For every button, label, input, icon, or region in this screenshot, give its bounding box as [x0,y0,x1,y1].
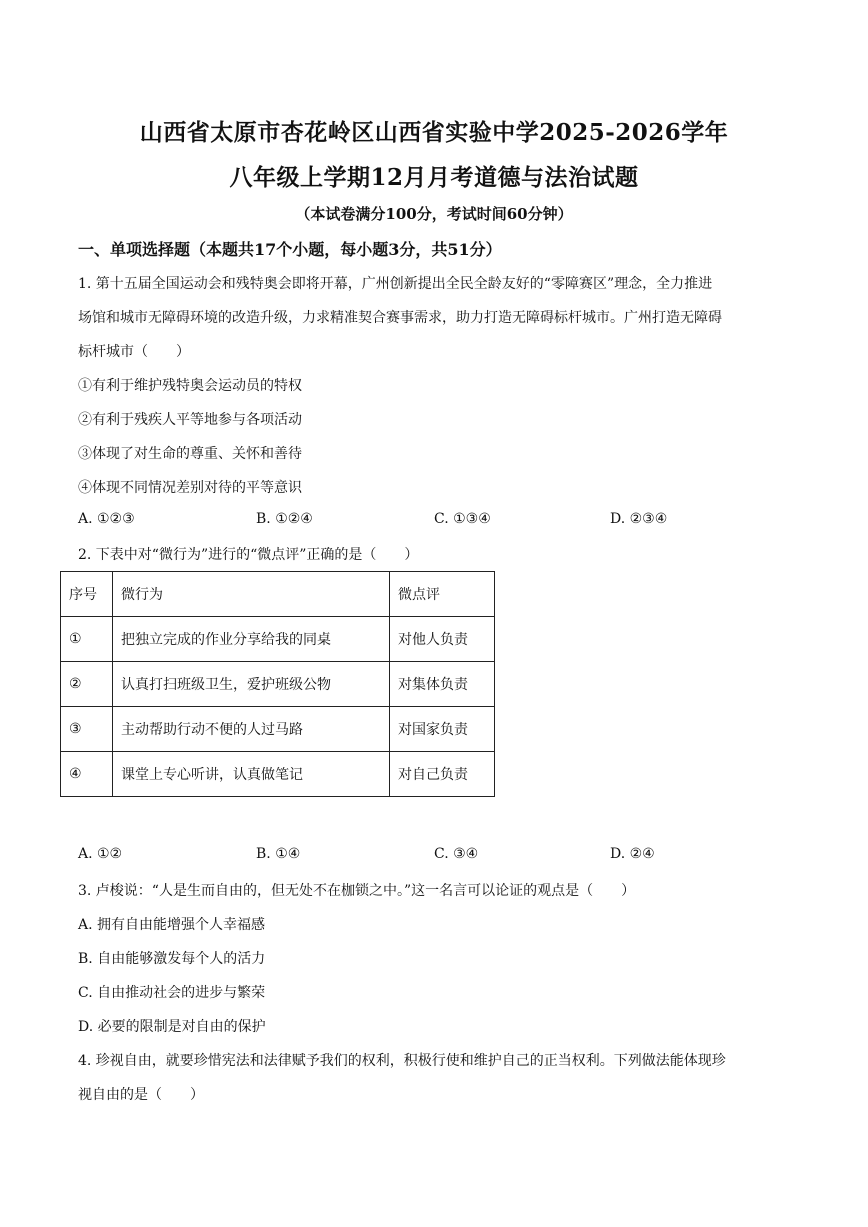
q1-item-4: ④体现不同情况差别对待的平等意识 [78,480,302,496]
q2-option-b: B. ①④ [256,846,301,862]
q1-item-2: ②有利于残疾人平等地参与各项活动 [78,412,302,428]
q1-option-c: C. ①③④ [434,511,491,527]
table-cell: 对国家负责 [390,707,495,752]
q4-stem-line1: 4. 珍视自由，就要珍惜宪法和法律赋予我们的权利，积极行使和维护自己的正当权利。下列做法能体现珍 [78,1053,726,1069]
table-cell: 认真打扫班级卫生，爱护班级公物 [113,662,390,707]
q3-option-d: D. 必要的限制是对自由的保护 [78,1019,266,1035]
q2-table [60,571,495,797]
table-cell: ① [61,617,113,662]
q3-option-a: A. 拥有自由能增强个人幸福感 [78,917,266,933]
q1-stem-line1: 1. 第十五届全国运动会和残特奥会即将开幕，广州创新提出全民全龄友好的“零障赛区”理念，全力推进 [78,276,713,292]
q3-stem: 3. 卢梭说：“人是生而自由的，但无处不在枷锁之中。”这一名言可以论证的观点是（ ） [78,883,636,899]
q3-option-b: B. 自由能够激发每个人的活力 [78,951,266,967]
q1-item-3: ③体现了对生命的尊重、关怀和善待 [78,446,302,462]
q1-option-a: A. ①②③ [78,511,135,527]
q4-stem-line2: 视自由的是（ ） [78,1087,204,1103]
q1-item-1: ①有利于维护残特奥会运动员的特权 [78,378,302,394]
q3-option-c: C. 自由推动社会的进步与繁荣 [78,985,266,1001]
table-row [61,752,495,797]
table-header-cell: 微点评 [390,572,495,617]
table-cell: 对自己负责 [390,752,495,797]
q1-option-d: D. ②③④ [610,511,668,527]
q2-option-a: A. ①② [78,846,123,862]
exam-note: （本试卷满分100分，考试时间60分钟） [295,205,573,223]
q2-option-c: C. ③④ [434,846,479,862]
table-row [61,662,495,707]
table-cell: ② [61,662,113,707]
exam-title-line2: 八年级上学期12月月考道德与法治试题 [229,164,639,191]
table-cell: 课堂上专心听讲，认真做笔记 [113,752,390,797]
q2-stem: 2. 下表中对“微行为”进行的“微点评”正确的是（ ） [78,547,419,563]
table-cell: 把独立完成的作业分享给我的同桌 [113,617,390,662]
q2-option-d: D. ②④ [610,846,655,862]
q1-option-b: B. ①②④ [256,511,313,527]
table-cell: 对他人负责 [390,617,495,662]
q1-stem-line2: 场馆和城市无障碍环境的改造升级，力求精准契合赛事需求，助力打造无障碍标杆城市。广州打造无障碍 [78,310,722,326]
section-heading: 一、单项选择题（本题共17个小题，每小题3分，共51分） [78,240,502,259]
table-cell: ③ [61,707,113,752]
table-row [61,707,495,752]
table-cell: 主动帮助行动不便的人过马路 [113,707,390,752]
q1-stem-line3: 标杆城市（ ） [78,344,190,360]
table-header-cell: 微行为 [113,572,390,617]
exam-title-line1: 山西省太原市杏花岭区山西省实验中学2025-2026学年 [139,119,729,146]
table-cell: ④ [61,752,113,797]
table-row [61,617,495,662]
table-header-cell: 序号 [61,572,113,617]
table-cell: 对集体负责 [390,662,495,707]
table-header-row [61,572,495,617]
